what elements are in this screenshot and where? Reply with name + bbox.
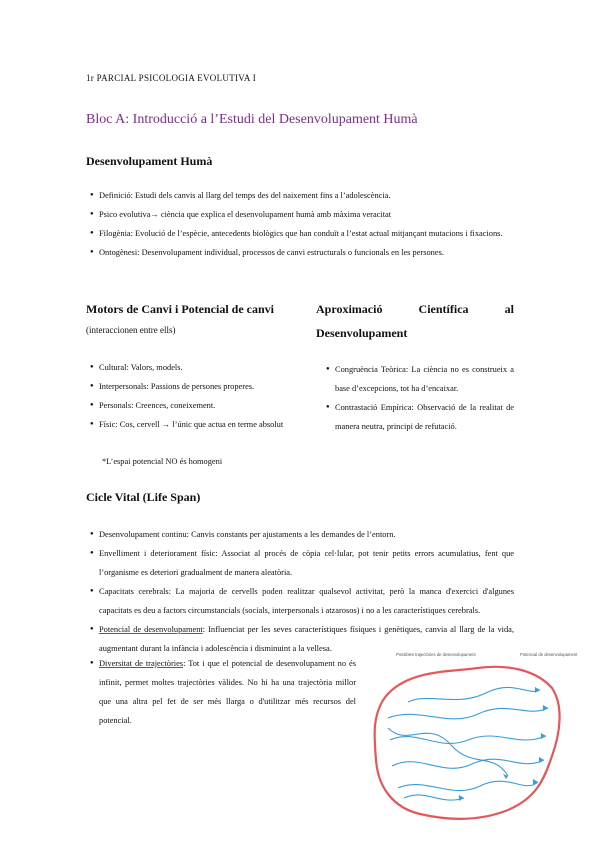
desenvolupament-list [90, 186, 514, 262]
section-heading-cicle: Cicle Vital (Life Span) [86, 490, 201, 504]
list-item: ● Personals: Creences, coneixement. [90, 396, 290, 415]
motors-note: *L’espai potencial NO és homogeni [102, 457, 223, 466]
section-heading-desenvolupament: Desenvolupament Humà [86, 154, 213, 168]
trajectories-figure [368, 648, 578, 828]
potencial-text: : Influenciat per les seves característiques físiques i genètiques, canvia al llarg de la vida, augmentant durant la infància i adolescència i disminuint a la vellesa. [99, 625, 514, 653]
potential-outline [375, 667, 560, 819]
motors-subheading: (interaccionen entre ells) [86, 325, 176, 335]
list-item: ● Desenvolupament continu: Canvis constants per ajustaments a les demandes de l’entorn. [90, 525, 514, 544]
aproximacio-list [326, 360, 514, 436]
arrow-heads [459, 687, 548, 801]
diversitat-term: Diversitat de trajectòries [99, 659, 184, 668]
list-item: ● Filogènia: Evolució de l’espècie, antecedents biològics que han conduït a l’estat actual mitjançant mutacions i fixacions. [90, 224, 514, 243]
list-item: ● Físic: Cos, cervell → l’únic que actua en terme absolut [90, 415, 290, 434]
motors-list [90, 358, 290, 434]
list-item: ● Envelliment i deteriorament físic: Associat al procés de còpia cel·lular, pot tenir petits errors acumulatius, fent que l’organisme es deteriori gradualment de manera aleatòria. [90, 544, 514, 582]
diversitat-text: : Tot i que el potencial de desenvolupament no és infinit, permet moltes trajectòries vàlides. No hi ha una trajectòria millor que una altra pel fet de ser més llarga o d'utilitzar més recursos del potencial. [99, 659, 356, 725]
section-heading-aproximacio: Aproximació Científica al [316, 302, 514, 316]
figure-label-left: Possibles trajectòries de desenvolupament [396, 652, 476, 657]
document-header: 1r PARCIAL PSICOLOGIA EVOLUTIVA I [86, 73, 257, 83]
list-item: ● Interpersonals: Passions de persones properes. [90, 377, 290, 396]
list-item: ● Congruència Teòrica: La ciència no es construeix a base d’excepcions, tot ha d’encaixar. [326, 360, 514, 398]
section-heading-motors: Motors de Canvi i Potencial de canvi [86, 302, 274, 316]
list-item: ● Cultural: Valors, models. [90, 358, 290, 377]
bloc-title: Bloc A: Introducció a l’Estudi del Desenvolupament Humà [86, 112, 418, 127]
list-item: ● Definició: Estudi dels canvis al llarg del temps des del naixement fins a l’adolescència. [90, 186, 514, 205]
list-item: ● Psico evolutiva→ ciència que explica el desenvolupament humà amb màxima veracitat [90, 205, 514, 224]
list-item: ● Ontogènesi: Desenvolupament individual, processos de canvi estructurals o funcionals en les persones. [90, 243, 514, 262]
list-item-diversitat [90, 654, 356, 730]
list-item: ● Capacitats cerebrals: La majoria de cervells poden realitzar qualsevol activitat, però la manca d'exercici d'algunes capacitats es deu a factors circumstancials (socials, interpersonals i atzarosos) i no a les característiques cerebrals. [90, 582, 514, 620]
section-heading-aproximacio-line2: Desenvolupament [316, 326, 408, 340]
list-item: ● Contrastació Empírica: Observació de la realitat de manera neutra, principi de refutació. [326, 398, 514, 436]
potencial-term: Potencial de desenvolupament [99, 625, 203, 634]
diversitat-list [90, 654, 356, 730]
cicle-list [90, 525, 514, 658]
trajectory-arrows [388, 687, 548, 800]
figure-label-right: Potencial de desenvolupament [520, 652, 578, 657]
